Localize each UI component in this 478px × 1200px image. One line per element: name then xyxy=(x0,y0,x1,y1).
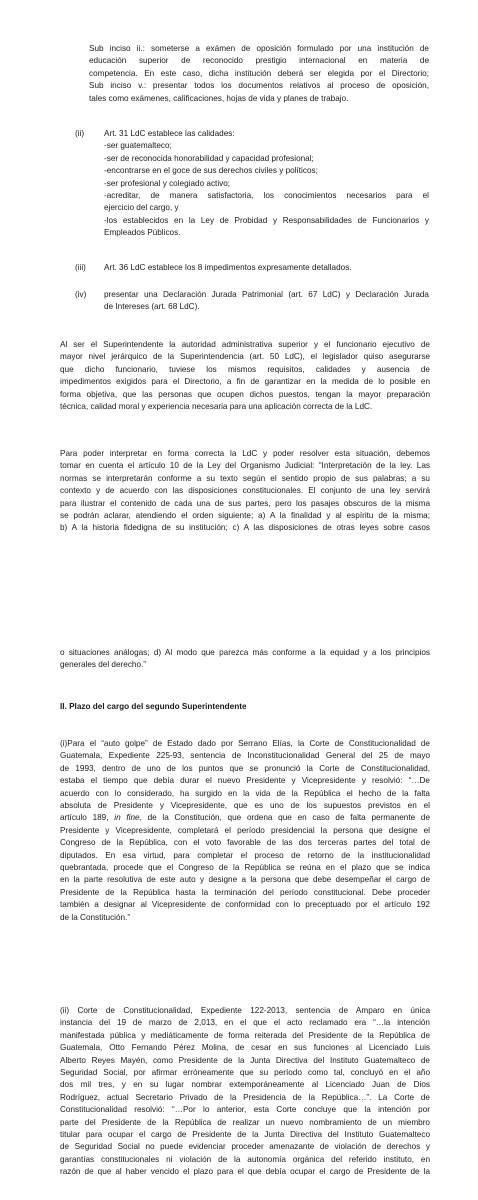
text-line: parte del Presidente de la República de realizar un nuevo nombramiento de un miembro xyxy=(60,1117,430,1127)
list-item-number: (ii) xyxy=(75,129,85,138)
text-run-italic: in fine xyxy=(114,813,140,823)
text-line: Guatemala, Expediente 225-93, sentencia de Inconstitucionalidad General del 25 de mayo xyxy=(60,751,430,761)
text-line: de la Constitución.” xyxy=(60,912,131,922)
list-item-number: (iii) xyxy=(75,263,86,272)
text-line: Empleados Públicos. xyxy=(104,228,181,238)
text-line: tomar en cuenta el artículo 10 de la Ley del Organismo Judicial: “Interpretación de la ley. Las xyxy=(60,461,430,471)
text-line: Art. 36 LdC establece los 8 impedimentos expresamente detallados. xyxy=(104,263,352,272)
text-line: Presidente de la República hasta la terminación del período constitucional. Debe proceder xyxy=(60,887,430,897)
text-line: (i)Para el “auto golpe” de Estado dado por Serrano Elías, la Corte de Constitucionalidad de xyxy=(60,739,430,748)
text-line: o situaciones análogas; d) Al modo que parezca más conforme a la equidad y a los principios xyxy=(60,648,430,657)
text-run: , de la Constitución, que ordena que en caso de falta permanente de xyxy=(139,813,430,823)
text-line: estaba el tiempo que debía durar el nuevo Presidente y Vicepresidente y resolvió: “…De xyxy=(60,776,430,786)
text-line: Sub inciso ii.: someterse a exámen de oposición formulado por una institución de xyxy=(89,44,429,53)
text-line: Sub inciso v.: presentar todos los documentos relativos al proceso de oposición, xyxy=(89,81,429,91)
text-line: Rodríguez, actual Secretario Privado de la Presidencia de la República…”. La Corte de xyxy=(60,1092,430,1102)
text-line: Presidente y Vicepresidente, completará el período presidencial la persona que designe el xyxy=(60,825,430,835)
text-line: presentar una Declaración Jurada Patrimonial (art. 67 LdC) y Declaración Jurada xyxy=(104,290,429,299)
text-line: ejercicio del cargo, y xyxy=(104,203,179,213)
text-line: se podrán aclarar, atendiendo el orden siguiente; a) A la finalidad y al espíritu de la misma; xyxy=(60,511,430,521)
text-line: (ii) Corte de Constitucionalidad, Expediente 122-2013, sentencia de Amparo en única xyxy=(60,1006,430,1015)
text-line: forma objetiva, que las personas que ocupen dichos puestos, tengan la mayor preparación xyxy=(60,389,430,399)
text-line: de Seguridad Social no puede evidenciar proceder amenazante de violación de derechos y xyxy=(60,1142,430,1152)
text-line: que dicho funcionario, tuviese los mismos requisitos, calidades y ausencia de xyxy=(60,364,430,374)
text-line: -ser de reconocida honorabilidad y capacidad profesional; xyxy=(104,153,314,163)
text-line: Al ser el Superintendente la autoridad administrativa superior y el funcionario ejecutivo de xyxy=(60,340,430,349)
text-line: -los establecidos en la Ley de Probidad y Responsabilidades de Funcionarios y xyxy=(104,215,429,225)
text-line: Guatemala, Otto Fernando Pérez Molina, de cesar en sus funciones al Licenciado Luis xyxy=(60,1043,430,1053)
paragraph-expediente-122-2013 xyxy=(60,1005,430,1179)
paragraph-superintendente xyxy=(60,339,430,413)
text-line: dos mil tres, y en su lugar nombrar extemporáneamente al Licenciado Juan de Dios xyxy=(60,1080,430,1090)
text-line: b) A la historia fidedigna de su institución; c) A las disposiciones de otras leyes sobre casos xyxy=(60,523,430,533)
text-line: Art. 31 LdC establece las calidades: xyxy=(104,129,235,138)
sub-incisos-block xyxy=(89,43,429,105)
text-line: acuerdo con lo considerado, ha surgido en la vida de la República el hecho de la falta xyxy=(60,788,430,798)
text-line: -acreditar, de manera satisfactoria, los conocimientos necesarios para el xyxy=(104,191,429,201)
text-line: -ser guatemalteco; xyxy=(104,141,172,151)
text-line: en la parte resolutiva de este auto y designe a la persona que debe desempeñar el cargo de xyxy=(60,875,430,885)
text-line: generales del derecho.” xyxy=(60,660,147,670)
text-line: -encontrarse en el goce de sus derechos civiles y políticos; xyxy=(104,166,318,176)
text-line: de 1993, dentro de uno de los puntos que se pronunció la Corte de Constitucionalidad, xyxy=(60,763,430,773)
text-line: garantías constitucionales ni violación de la autonomía orgánica del referido instituto, en xyxy=(60,1154,430,1164)
text-line: normas se interpretarán conforme a su texto según el sentido propio de sus palabras; a su xyxy=(60,473,430,483)
list-item-declaraciones xyxy=(104,289,429,314)
list-item-impedimentos xyxy=(104,262,429,274)
text-line: titular para ocupar el cargo de Presidente de la Junta Directiva del Instituto Guatemalteco xyxy=(60,1130,430,1140)
text-line: de Intereses (art. 68 LdC). xyxy=(104,302,200,312)
list-item-calidades xyxy=(104,128,429,240)
text-line: tales como exámenes, calificaciones, hojas de vida y planes de trabajo. xyxy=(89,93,349,103)
text-line: para ilustrar el contenido de cada una de sus partes, pero los pasajes obscuros de la misma xyxy=(60,498,430,508)
text-line: contexto y de acuerdo con las disposiciones constitucionales. El conjunto de una ley servirá xyxy=(60,486,430,496)
paragraph-auto-golpe xyxy=(60,738,430,924)
text-line: Constitucionalidad resolvió: “…Por lo anterior, esta Corte concluye que la intención por xyxy=(60,1105,430,1115)
text-line: -ser profesional y colegiado activo; xyxy=(104,178,231,188)
text-line: instancia del 19 de marzo de 2,013, en el que el acto reclamado era “…la intención xyxy=(60,1018,430,1028)
paragraph-interpretar xyxy=(60,448,430,535)
text-line: Congreso de la República, con el voto favorable de las dos terceras partes del total de xyxy=(60,838,430,848)
paragraph-continuation xyxy=(60,647,430,672)
text-line: también a designar al Vicepresidente de conformidad con lo preceptuado por el artículo 192 xyxy=(60,900,430,910)
text-run: artículo 189, xyxy=(60,813,115,823)
text-line: manifestada pública y mediáticamente de forma reiterada del Presidente de la República de xyxy=(60,1030,430,1040)
text-line xyxy=(60,812,430,824)
text-line: quebrantada, procede que el Congreso de la República se reúna en el plazo que se indica xyxy=(60,863,430,873)
text-line: absoluta de Presidente y Vicepresidente, que es uno de los supuestos previstos en el xyxy=(60,801,430,811)
text-line: Para poder interpretar en forma correcta la LdC y poder resolver esta situación, debemos xyxy=(60,449,430,458)
text-line: educación superior de reconocido prestigio internacional en materia de xyxy=(89,56,429,66)
text-line: Seguridad Social, por afirmar erróneamente que su período como tal, concluyó en el año xyxy=(60,1068,430,1078)
text-line: Alberto Reyes Mayén, como Presidente de la Junta Directiva del Instituto Guatemalteco de xyxy=(60,1055,430,1065)
text-line: competencia. En este caso, dicha institución deberá ser elegida por el Directorio; xyxy=(89,68,429,78)
text-line: impedimentos exigidos para el Directorio, a fin de garantizar en la medida de lo posible en xyxy=(60,377,430,387)
section-heading: II. Plazo del cargo del segundo Superintendente xyxy=(60,702,247,711)
text-line: diputados. En esa virtud, para completar el proceso de retorno de la institucionalidad xyxy=(60,850,430,860)
text-line: razón de que al haber vencido el plazo para el que debía ocupar el cargo de Presidente de la xyxy=(60,1167,430,1177)
list-item-number: (iv) xyxy=(75,290,87,299)
text-line: técnica, calidad moral y experiencia necesaria para una aplicación correcta de la LdC. xyxy=(60,402,373,412)
text-line: mayor nivel jerárquico de la Superintendencia (art. 50 LdC), el legislador quiso asegurarse xyxy=(60,352,430,362)
